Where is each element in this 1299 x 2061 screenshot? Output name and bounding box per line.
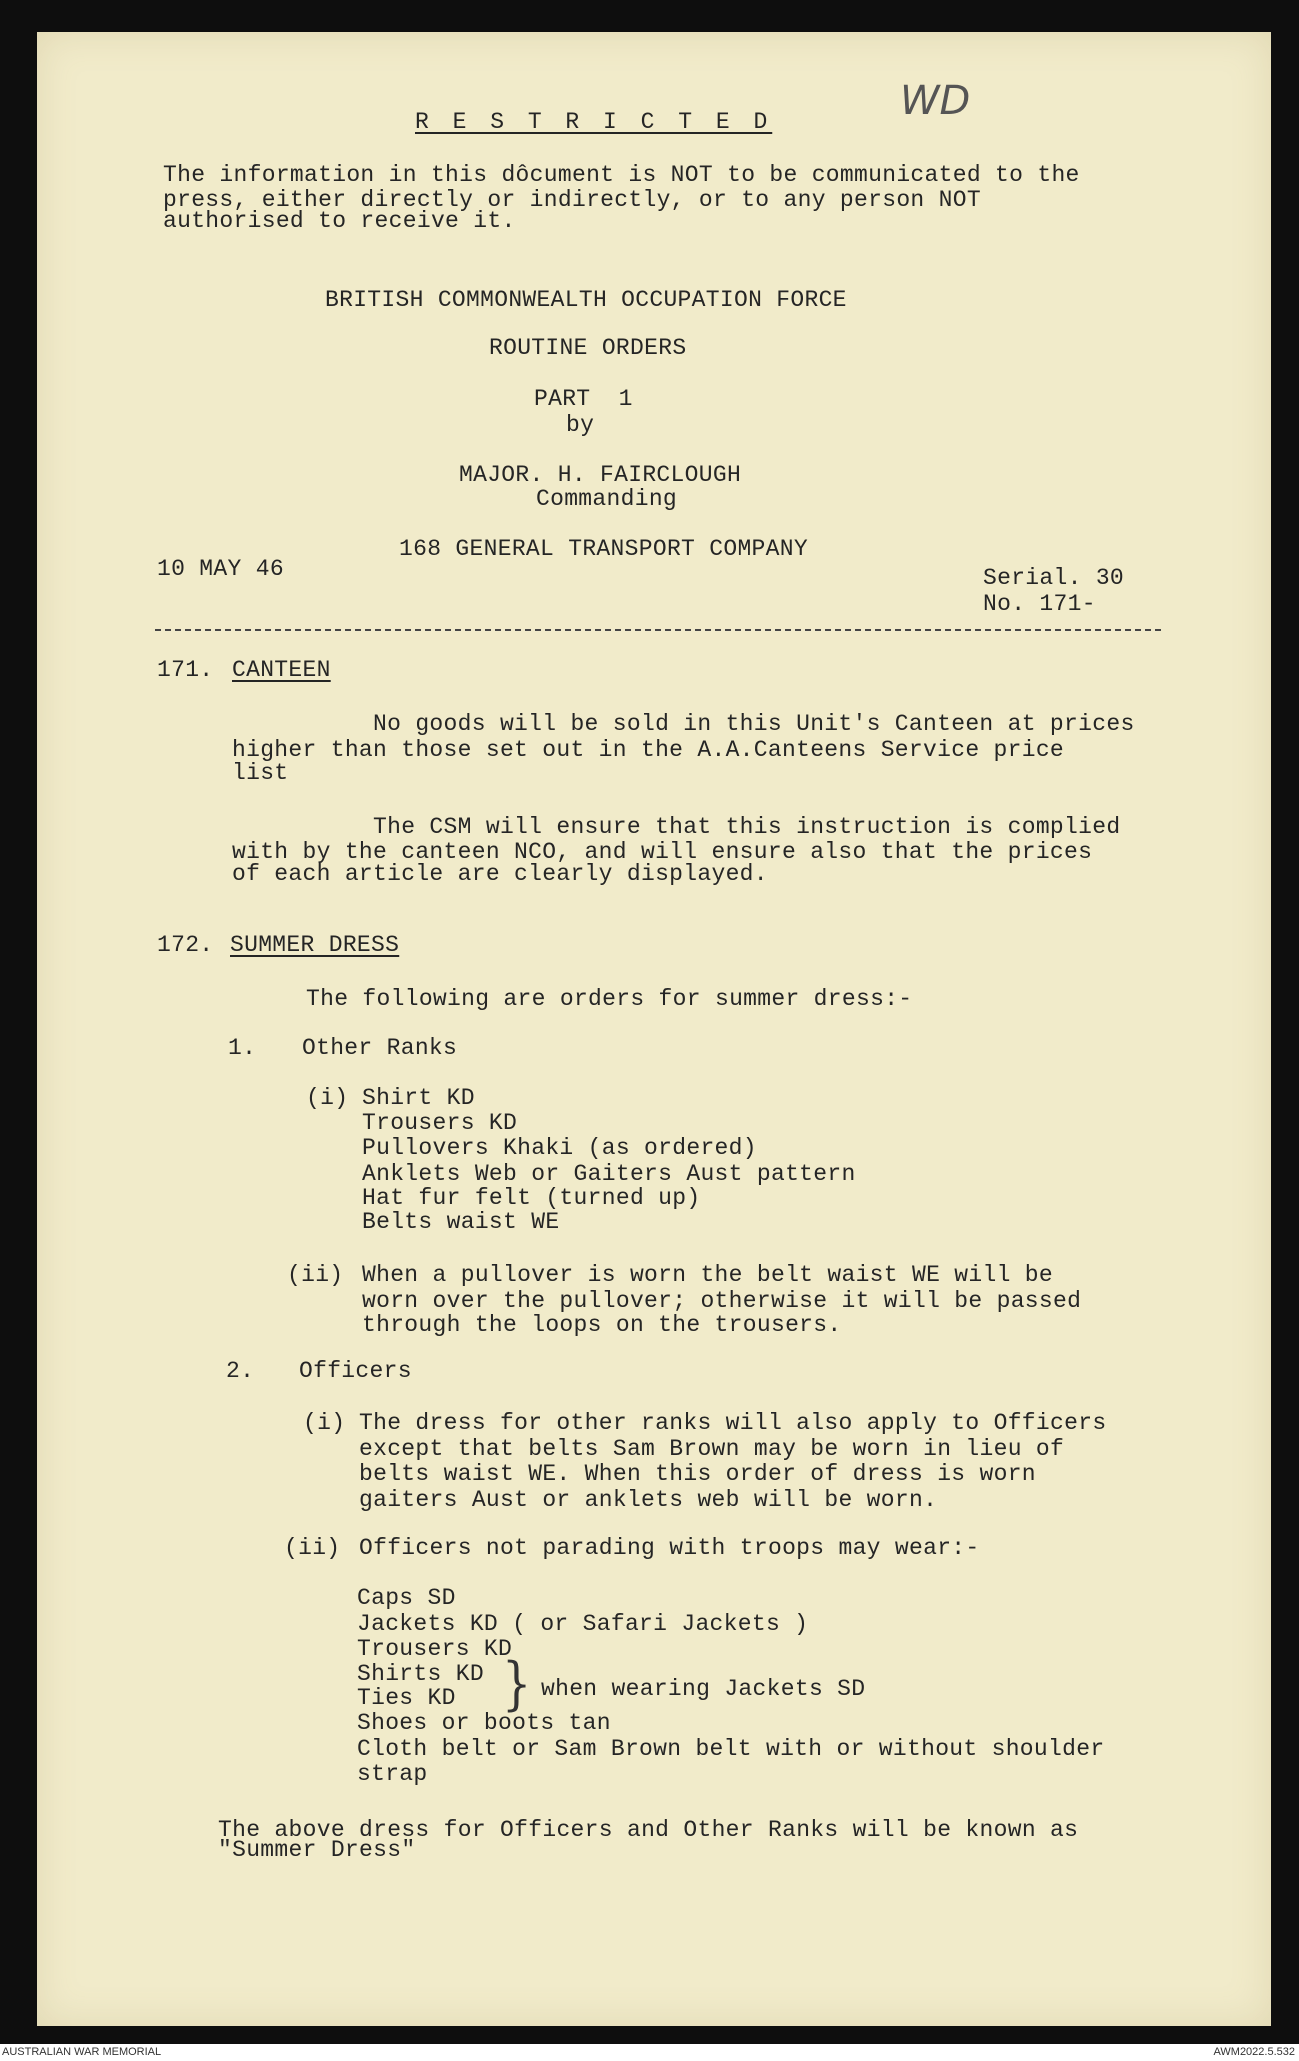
officer-name: MAJOR. H. FAIRCLOUGH (459, 462, 742, 488)
group-2-item-8: strap (357, 1761, 428, 1787)
orders-title: ROUTINE ORDERS (489, 335, 687, 361)
header-divider (155, 629, 1161, 631)
group-1-item-3: Pullovers Khaki (as ordered) (362, 1135, 757, 1161)
group-2-i-line-1: The dress for other ranks will also apply to Officers (359, 1410, 1107, 1436)
group-2-item-7: Cloth belt or Sam Brown belt with or without shoulder (357, 1736, 1105, 1762)
caveat-line-1: The information in this dôcument is NOT to be communicated to the (163, 162, 1080, 188)
order-number: No. 171- (983, 591, 1096, 617)
group-1-number: 1. (228, 1035, 257, 1061)
group-1-ii-line-3: through the loops on the trousers. (362, 1312, 842, 1338)
caveat-line-3: authorised to receive it. (163, 208, 516, 234)
section-172-number: 172. (157, 932, 214, 958)
closing-line-1: The above dress for Officers and Other Ranks will be known as (218, 1817, 1079, 1843)
group-2-item-2: Jackets KD ( or Safari Jackets ) (357, 1611, 809, 1637)
group-2-i-line-2: except that belts Sam Brown may be worn in lieu of (359, 1436, 1065, 1462)
group-1-item-5: Hat fur felt (turned up) (362, 1185, 701, 1211)
group-1-item-6: Belts waist WE (362, 1209, 560, 1235)
footer-archive-name: AUSTRALIAN WAR MEMORIAL (2, 2046, 162, 2058)
section-171-para-1-line-1: No goods will be sold in this Unit's Canteen at prices (232, 711, 1135, 737)
group-1-item-4: Anklets Web or Gaiters Aust pattern (362, 1161, 856, 1187)
group-2-item-4: Shirts KD (357, 1661, 484, 1687)
brace-note: when wearing Jackets SD (541, 1676, 866, 1702)
group-1-i-label: (i) (306, 1085, 349, 1111)
section-171-para-2-line-1: The CSM will ensure that this instruction is complied (232, 814, 1121, 840)
group-1-ii-line-1: When a pullover is worn the belt waist WE will be (362, 1262, 1054, 1288)
section-172-title: SUMMER DRESS (230, 932, 400, 958)
section-171-number: 171. (157, 657, 214, 683)
document-page (37, 32, 1271, 2026)
section-171-para-2-line-2: with by the canteen NCO, and will ensure also that the prices (232, 839, 1093, 865)
part-title: PART 1 (534, 386, 633, 412)
serial-number: Serial. 30 (983, 565, 1125, 591)
group-2-item-3: Trousers KD (357, 1636, 513, 1662)
group-2-i-line-4: gaiters Aust or anklets web will be worn. (359, 1487, 938, 1513)
handwritten-annotation: WD (900, 78, 971, 124)
group-2-item-6: Shoes or boots tan (357, 1710, 611, 1736)
classification-heading: R E S T R I C T E D (415, 109, 773, 135)
caveat-line-2: press, either directly or indirectly, or to any person NOT (163, 187, 981, 213)
group-2-item-5: Ties KD (357, 1685, 456, 1711)
officer-role: Commanding (536, 486, 678, 512)
unit-title: 168 GENERAL TRANSPORT COMPANY (399, 536, 808, 562)
group-2-i-line-3: belts waist WE. When this order of dress is worn (359, 1461, 1036, 1487)
group-1-item-1: Shirt KD (362, 1085, 475, 1111)
group-2-i-label: (i) (303, 1410, 346, 1436)
section-171-title: CANTEEN (232, 657, 331, 683)
section-172-intro: The following are orders for summer dress:- (306, 986, 913, 1012)
group-2-ii-label: (ii) (284, 1535, 341, 1561)
force-title: BRITISH COMMONWEALTH OCCUPATION FORCE (325, 287, 847, 313)
brace-symbol: } (502, 1649, 532, 1717)
group-2-ii-intro: Officers not parading with troops may wear:- (359, 1535, 980, 1561)
group-1-ii-line-2: worn over the pullover; otherwise it will be passed (362, 1288, 1082, 1314)
group-2-title: Officers (299, 1358, 412, 1384)
section-171-para-1-line-3: list (232, 760, 289, 786)
closing-line-2: "Summer Dress" (218, 1837, 416, 1863)
group-1-title: Other Ranks (302, 1035, 458, 1061)
by-line: by (566, 412, 595, 438)
group-2-item-1: Caps SD (357, 1585, 456, 1611)
group-1-item-2: Trousers KD (362, 1110, 518, 1136)
section-171-para-2-line-3: of each article are clearly displayed. (232, 861, 768, 887)
order-date: 10 MAY 46 (157, 556, 284, 582)
group-1-ii-label: (ii) (287, 1262, 344, 1288)
footer-accession-number: AWM2022.5.532 (1213, 2046, 1295, 2058)
group-2-number: 2. (226, 1358, 255, 1384)
section-171-para-1-line-2: higher than those set out in the A.A.Canteens Service price (232, 737, 1065, 763)
